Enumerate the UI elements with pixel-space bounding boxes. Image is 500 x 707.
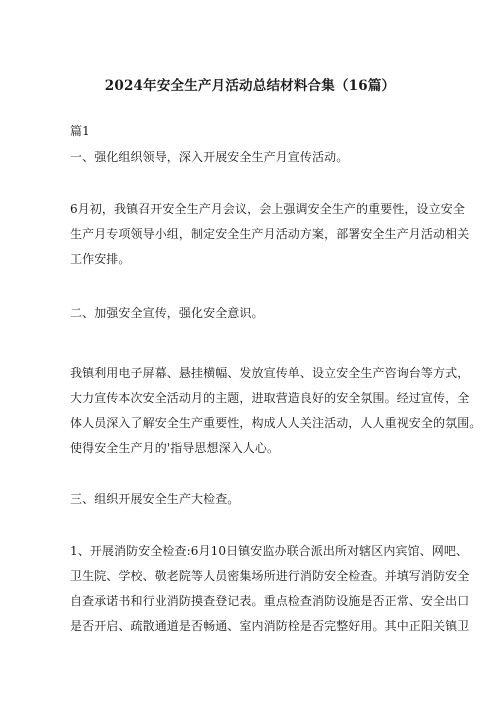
paragraph-2-line: 大力宣传本次安全活动月的主题，进取营造良好的安全氛围。经过宣传，全 (70, 391, 470, 405)
heading-2: 二、加强安全宣传，强化安全意识。 (70, 306, 264, 320)
heading-1: 一、强化组织领导，深入开展安全生产月宣传活动。 (70, 150, 349, 164)
paragraph-3-line: 1、开展消防安全检查:6月10日镇安监办联合派出所对辖区内宾馆、网吧、 (70, 544, 469, 558)
paragraph-2-line: 我镇利用电子屏幕、悬挂横幅、发放宣传单、设立安全生产咨询台等方式， (70, 366, 470, 380)
paragraph-3-line: 卫生院、学校、敬老院等人员密集场所进行消防安全检查。并填写消防安全 (70, 569, 470, 583)
section-label: 篇1 (70, 124, 90, 138)
paragraph-2-line: 使得安全生产月的'指导思想深入人心。 (70, 441, 280, 455)
heading-3: 三、组织开展安全生产大检查。 (70, 492, 240, 506)
paragraph-3-line: 是否开启、疏散通道是否畅通、室内消防栓是否完整好用。其中正阳关镇卫 (70, 619, 470, 633)
paragraph-1-line: 工作安排。 (70, 252, 131, 266)
paragraph-1-line: 生产月专项领导小组，制定安全生产月活动方案，部署安全生产月活动相关 (70, 227, 470, 241)
paragraph-1-line: 6月初，我镇召开安全生产月会议，会上强调安全生产的重要性，设立安全 (70, 202, 465, 216)
document-title: 2024年安全生产月活动总结材料合集（16篇） (104, 78, 396, 94)
paragraph-3-line: 自查承诺书和行业消防摸查登记表。重点检查消防设施是否正常、安全出口 (70, 594, 470, 608)
paragraph-2-line: 体人员深入了解安全生产重要性，构成人人关注活动，人人重视安全的氛围。 (70, 416, 482, 430)
